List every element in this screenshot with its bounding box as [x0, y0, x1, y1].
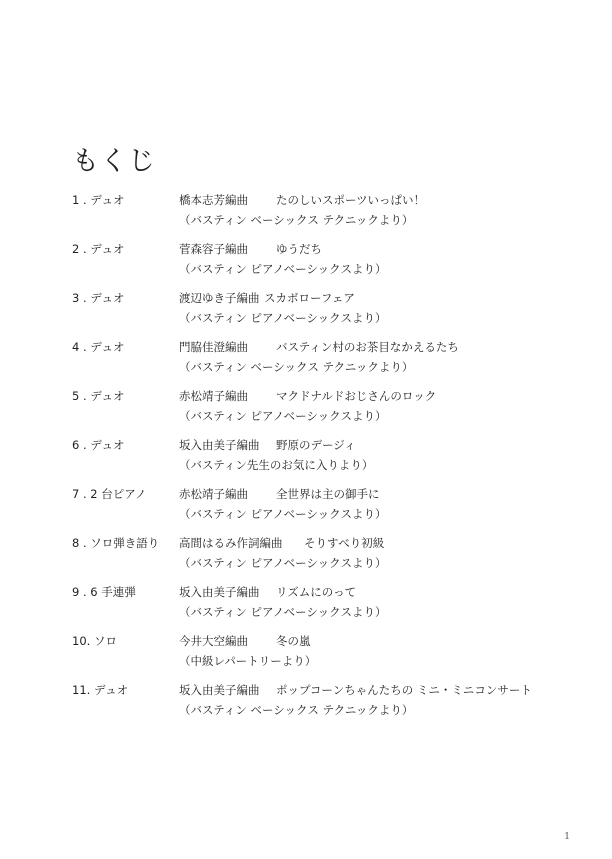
entry-number: 3 . デュオ [72, 291, 125, 305]
entry-title: スカボローフェア [264, 291, 355, 305]
entry-source: （バスティン ベーシックス テクニックより） [179, 360, 414, 374]
entry-arranger: 橋本志芳編曲 [179, 193, 248, 207]
entry-title: そりすべり初級 [304, 536, 385, 550]
toc-entry [72, 533, 572, 582]
entry-title: マクドナルドおじさんのロック [276, 389, 437, 403]
toc-entry [72, 190, 572, 239]
entry-arranger: 赤松靖子編曲 [179, 487, 248, 501]
page-number: 1 [564, 832, 570, 842]
toc-entry [72, 239, 572, 288]
entry-source: （バスティン ベーシックス テクニックより） [179, 703, 414, 717]
entry-arranger: 坂入由美子編曲 [179, 683, 260, 697]
entry-title: バスティン村のお茶目なかえるたち [276, 340, 459, 354]
entry-number: 8 . ソロ弾き語り [72, 536, 160, 550]
entry-number: 9 . 6 手連弾 [72, 585, 136, 599]
entry-number: 5 . デュオ [72, 389, 125, 403]
toc-entry [72, 680, 572, 729]
entry-arranger: 門脇佳澄編曲 [179, 340, 248, 354]
entry-arranger: 菅森容子編曲 [179, 242, 248, 256]
entry-title: リズムにのって [276, 585, 357, 599]
entry-arranger: 渡辺ゆき子編曲 [179, 291, 260, 305]
entry-number: 10. ソロ [72, 634, 117, 648]
entry-arranger: 高間はるみ作詞編曲 [179, 536, 283, 550]
entry-title: 野原のデージィ [276, 438, 356, 452]
entry-title: 全世界は主の御手に [276, 487, 380, 501]
table-of-contents [72, 190, 572, 729]
entry-arranger: 坂入由美子編曲 [179, 438, 260, 452]
entry-arranger: 今井大空編曲 [179, 634, 248, 648]
entry-title: ゆうだち [276, 242, 322, 256]
entry-arranger: 赤松靖子編曲 [179, 389, 248, 403]
toc-entry [72, 386, 572, 435]
entry-source: （バスティン ピアノベーシックスより） [179, 605, 387, 619]
toc-entry [72, 631, 572, 680]
toc-entry [72, 582, 572, 631]
entry-title: たのしいスポーツいっぱい！ [276, 193, 426, 207]
toc-entry [72, 337, 572, 386]
entry-source: （バスティン先生のお気に入りより） [179, 458, 374, 472]
entry-source: （バスティン ピアノベーシックスより） [179, 556, 387, 570]
entry-source: （バスティン ピアノベーシックスより） [179, 507, 387, 521]
toc-entry [72, 435, 572, 484]
entry-number: 11. デュオ [72, 683, 129, 697]
entry-title: 冬の嵐 [276, 634, 311, 648]
entry-title: ポップコーンちゃんたちの ミニ・ミニコンサート [276, 683, 532, 697]
entry-number: 4 . デュオ [72, 340, 125, 354]
entry-number: 1 . デュオ [72, 193, 125, 207]
entry-source: （バスティン ピアノベーシックスより） [179, 262, 387, 276]
entry-number: 2 . デュオ [72, 242, 125, 256]
entry-source: （バスティン ピアノベーシックスより） [179, 409, 387, 423]
entry-number: 7 . 2 台ピアノ [72, 487, 147, 501]
entry-number: 6 . デュオ [72, 438, 125, 452]
entry-source: （バスティン ベーシックス テクニックより） [179, 213, 414, 227]
toc-entry [72, 288, 572, 337]
page-title: もくじ [72, 146, 156, 177]
entry-source: （中級レパートリーより） [179, 654, 317, 668]
toc-entry [72, 484, 572, 533]
entry-source: （バスティン ピアノベーシックスより） [179, 311, 387, 325]
entry-arranger: 坂入由美子編曲 [179, 585, 260, 599]
